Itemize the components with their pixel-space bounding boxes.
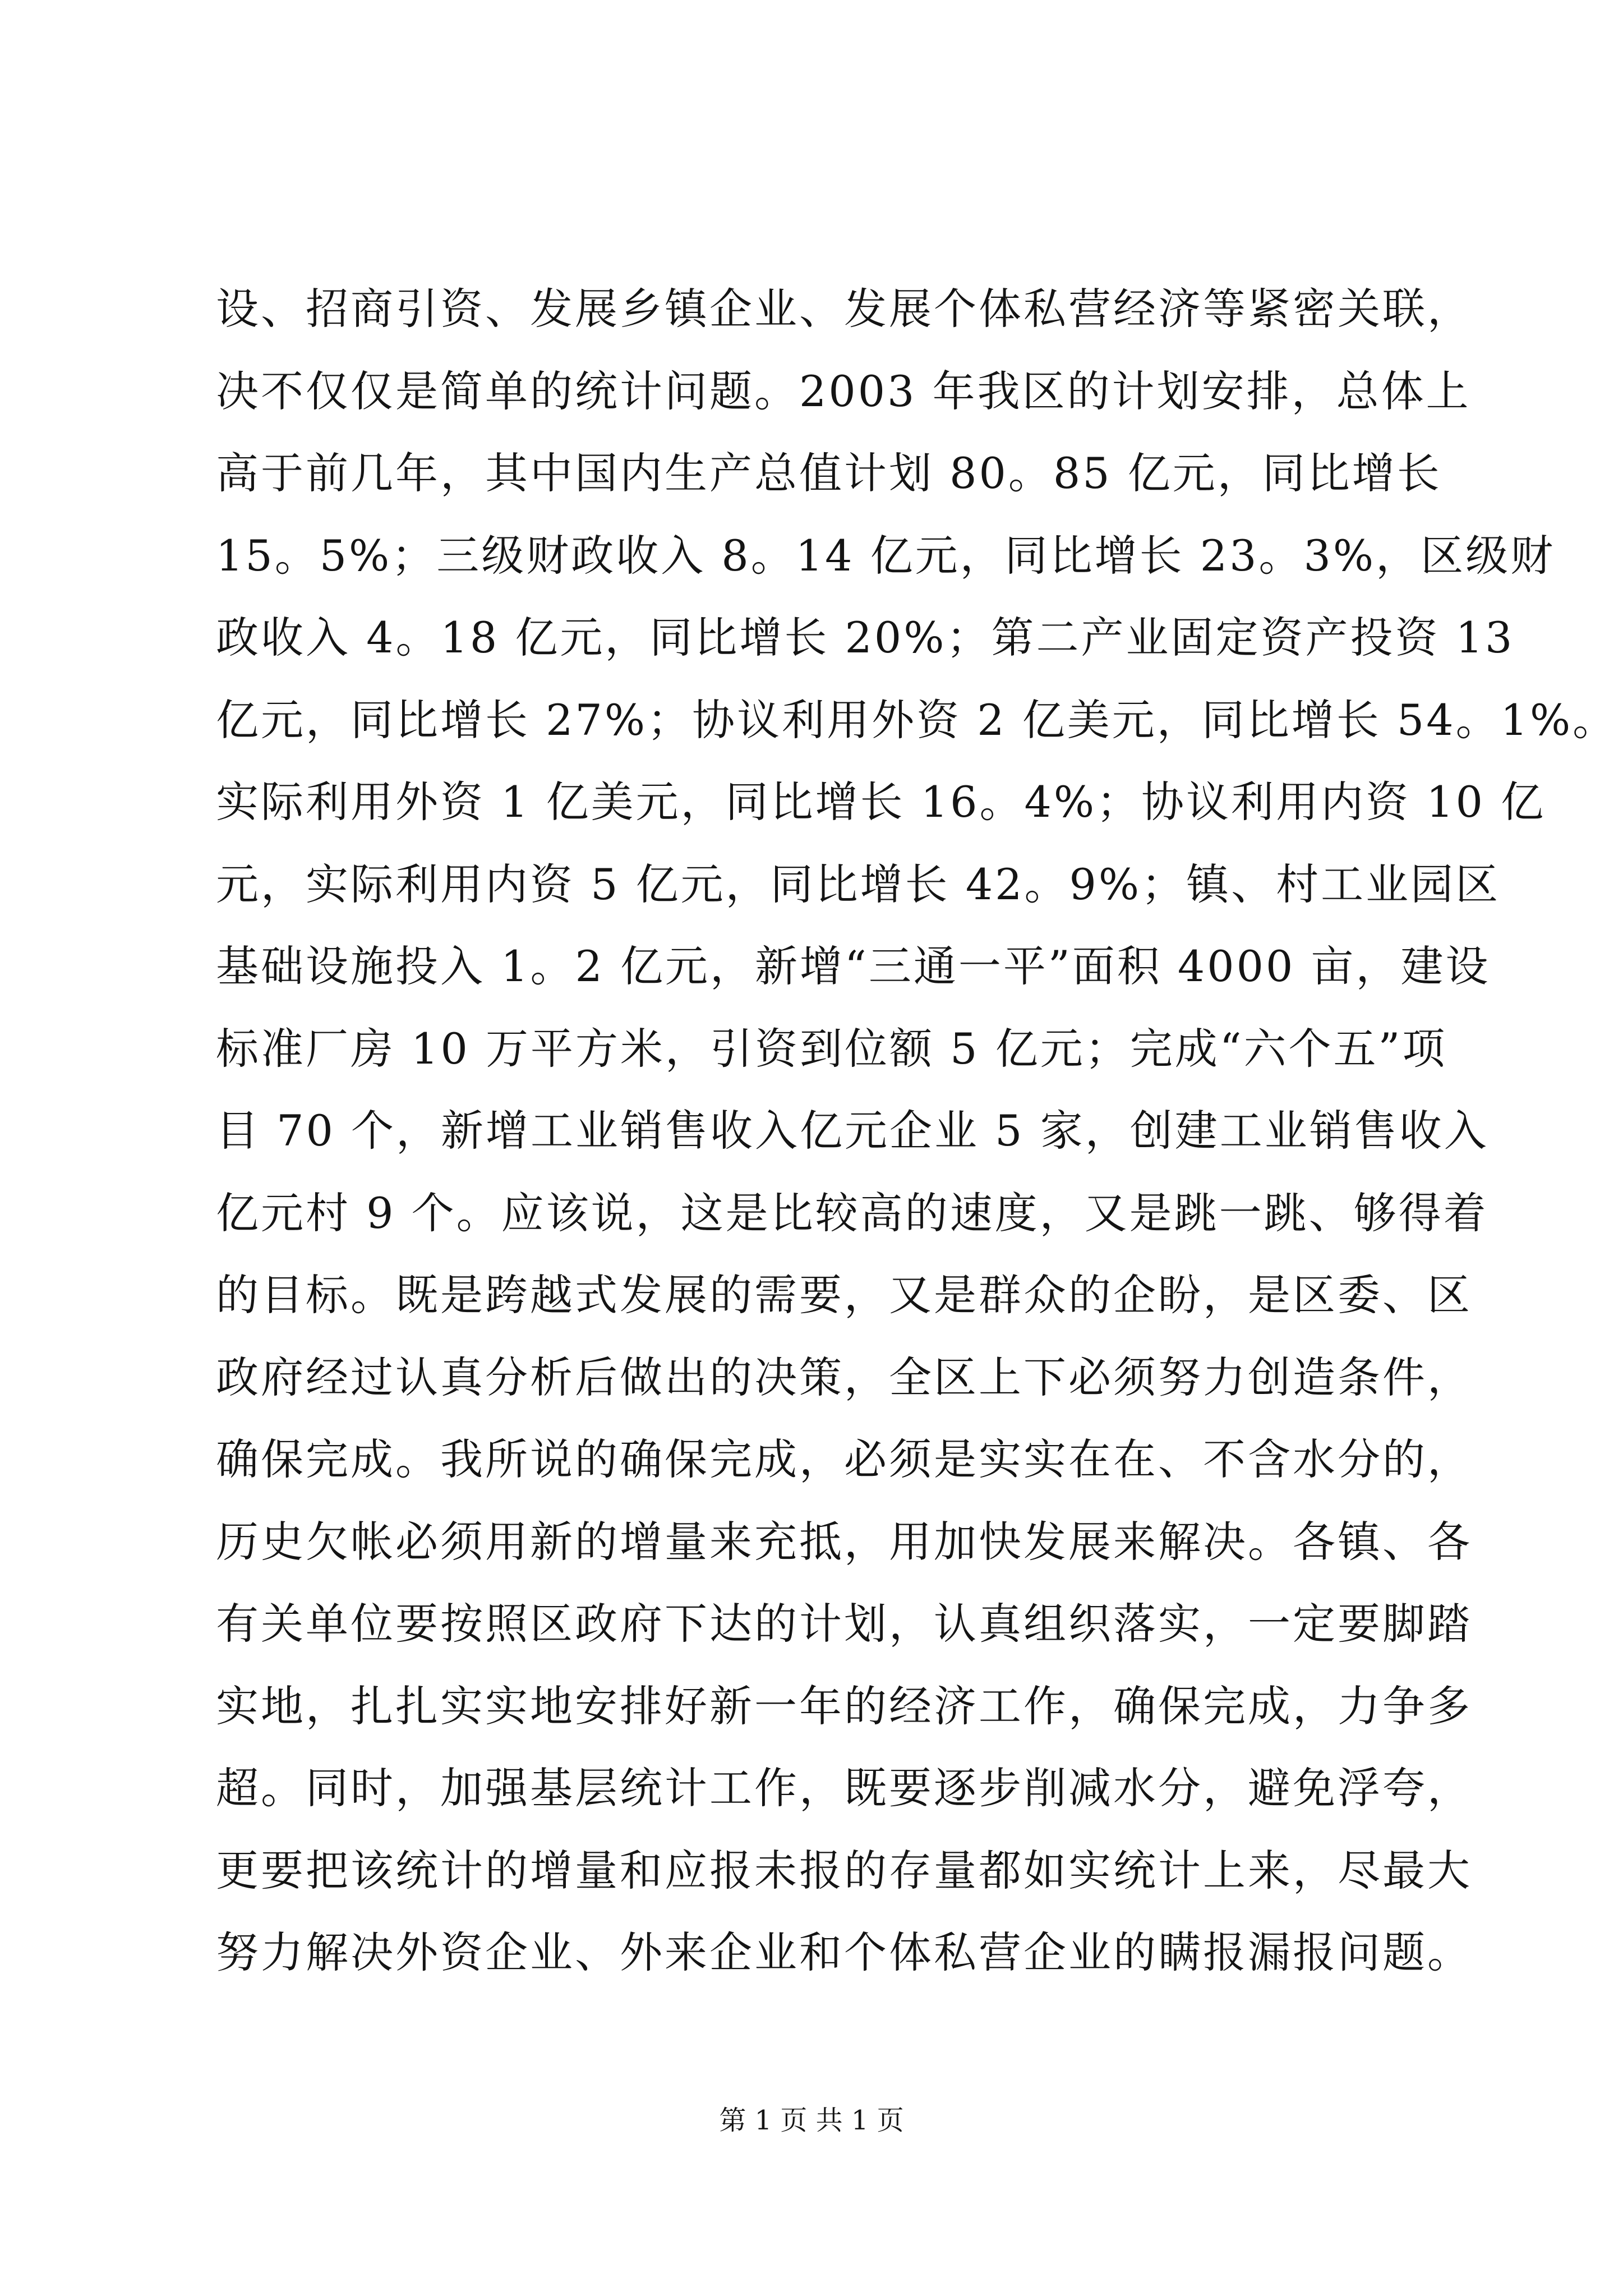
text-line: 实际利用外资 1 亿美元，同比增长 16。4%；协议利用内资 10 亿 — [216, 777, 1546, 827]
text-line: 有关单位要按照区政府下达的计划，认真组织落实，一定要脚踏 — [216, 1599, 1472, 1649]
text-line: 政收入 4。18 亿元，同比增长 20%；第二产业固定资产投资 13 — [216, 613, 1515, 662]
text-line: 更要把该统计的增量和应报未报的存量都如实统计上来，尽最大 — [216, 1845, 1472, 1895]
text-line: 目 70 个，新增工业销售收入亿元企业 5 家，创建工业销售收入 — [216, 1106, 1489, 1156]
text-line: 元，实际利用内资 5 亿元，同比增长 42。9%；镇、村工业园区 — [216, 859, 1501, 909]
body-paragraph — [216, 268, 1618, 1994]
text-line: 政府经过认真分析后做出的决策，全区上下必须努力创造条件， — [216, 1352, 1472, 1402]
text-line: 15。5%；三级财政收入 8。14 亿元，同比增长 23。3%，区级财 — [216, 530, 1556, 581]
text-line: 确保完成。我所说的确保完成，必须是实实在在、不含水分的， — [216, 1434, 1472, 1484]
text-line: 基础设施投入 1。2 亿元，新增“三通一平”面积 4000 亩，建设 — [216, 941, 1491, 991]
text-line: 设、招商引资、发展乡镇企业、发展个体私营经济等紧密关联， — [216, 284, 1472, 334]
text-line: 超。同时，加强基层统计工作，既要逐步削减水分，避免浮夸， — [216, 1763, 1472, 1813]
text-line: 决不仅仅是简单的统计问题。2003 年我区的计划安排，总体上 — [216, 366, 1471, 416]
text-line: 实地，扎扎实实地安排好新一年的经济工作，确保完成，力争多 — [216, 1681, 1472, 1731]
text-line: 标准厂房 10 万平方米，引资到位额 5 亿元；完成“六个五”项 — [216, 1023, 1447, 1074]
text-line: 亿元，同比增长 27%；协议利用外资 2 亿美元，同比增长 54。1%。 — [216, 694, 1618, 745]
text-line: 高于前几年，其中国内生产总值计划 80。85 亿元，同比增长 — [216, 448, 1442, 498]
page-footer — [0, 2101, 1623, 2140]
text-line: 历史欠帐必须用新的增量来充抵，用加快发展来解决。各镇、各 — [216, 1516, 1472, 1567]
text-line: 努力解决外资企业、外来企业和个体私营企业的瞒报漏报问题。 — [216, 1927, 1472, 1977]
page-number-label: 第 1 页 共 1 页 — [719, 2105, 904, 2136]
text-line: 的目标。既是跨越式发展的需要，又是群众的企盼，是区委、区 — [216, 1270, 1472, 1320]
text-line: 亿元村 9 个。应该说，这是比较高的速度，又是跳一跳、够得着 — [216, 1188, 1488, 1238]
